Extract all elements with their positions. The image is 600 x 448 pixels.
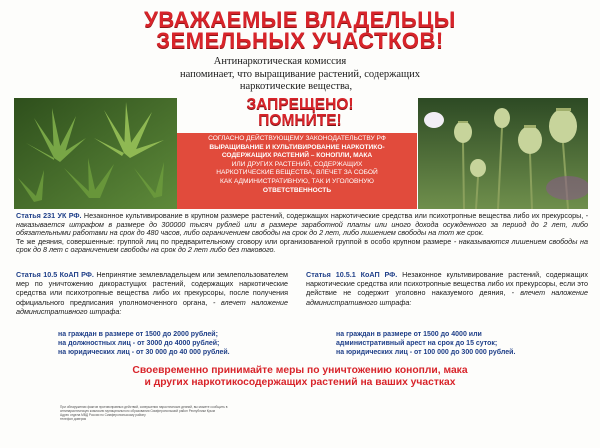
article-10-5-heading: Статья 10.5 КоАП РФ. bbox=[16, 270, 94, 279]
article-10-5-1 bbox=[306, 270, 588, 307]
footer-text bbox=[60, 405, 360, 421]
footer-line2: антинаркотическую комиссию муниципального образования Симферопольский район Республики Крым bbox=[60, 409, 215, 413]
remember-label: ПОМНИТЕ! bbox=[258, 112, 342, 129]
article-231 bbox=[16, 212, 588, 255]
page-title-line2: ЗЕМЕЛЬНЫХ УЧАСТКОВ! bbox=[156, 28, 444, 53]
article-10-5-text: Непринятие землевладельцем или землепользователем мер по уничтожению дикорастущих растений, содержащих наркотические средства или психотропные вещества либо их прекурсоры, после получения официального предписания уполномоченного органа, bbox=[16, 270, 288, 307]
article-10-5-fine3: на юридических лиц - от 30 000 до 40 000 рублей. bbox=[58, 348, 230, 356]
article-231-text: Незаконное культивирование в крупном размере растений, содержащих наркотические средства или психотропные вещества либо их прекурсоры, bbox=[81, 211, 586, 220]
footer-line4: телефон доверия bbox=[60, 417, 87, 421]
poppy-photo bbox=[418, 98, 588, 209]
notice-line4: ИЛИ ДРУГИХ РАСТЕНИЙ, СОДЕРЖАЩИХ bbox=[231, 160, 363, 168]
closing-line2: и других наркотикосодержащих растений на ваших участках bbox=[144, 377, 456, 388]
article-10-5-1-fine1: на граждан в размере от 1500 до 4000 или bbox=[336, 331, 482, 338]
article-10-5-fine1: на граждан в размере от 1500 до 2000 рублей; bbox=[58, 331, 218, 338]
article-231-penalty: - наказывается штрафом в размере до 300000 тысяч рублей или в размере заработной платы или иного дохода осужденного за период до 2 лет, либо обязательными работами на срок до 480 часов, либо ограничением свободы на срок до 2 лет, либо лишением свободы на тот же срок. bbox=[16, 211, 589, 238]
intro-line3: наркотические вещества, bbox=[239, 81, 353, 92]
notice-line7: ОТВЕТСТВЕННОСТЬ bbox=[262, 186, 332, 194]
notice-line5: НАРКОТИЧЕСКИЕ ВЕЩЕСТВА, ВЛЕЧЕТ ЗА СОБОЙ bbox=[216, 169, 378, 177]
legislation-notice bbox=[177, 133, 417, 209]
forbidden-label: ЗАПРЕЩЕНО! bbox=[246, 96, 354, 113]
closing-line1: Своевременно принимайте меры по уничтожению конопли, мака bbox=[132, 365, 468, 376]
article-10-5-fine-intro: - влечет наложение административного штрафа: bbox=[16, 297, 289, 316]
notice-line6: КАК АДМИНИСТРАТИВНУЮ, ТАК И УГОЛОВНУЮ bbox=[220, 177, 374, 185]
notice-line2: ВЫРАЩИВАНИЕ И КУЛЬТИВИРОВАНИЕ НАРКОТИКО- bbox=[209, 143, 385, 151]
footer-line3: Адрес отдела МВД России по Симферопольскому району bbox=[60, 413, 146, 417]
page-title-line1: УВАЖАЕМЫЕ ВЛАДЕЛЬЦЫ bbox=[144, 7, 456, 32]
article-231-text2: Те же деяния, совершенные: группой лиц по предварительному сговору или организованной группой в особо крупном размере bbox=[16, 236, 454, 246]
footer-line1: При обнаружении фактов противоправных действий, совершения наркотических деяний, вы можете сообщить в bbox=[60, 405, 228, 409]
article-10-5-fines bbox=[58, 331, 298, 357]
article-10-5-1-text: Незаконное культивирование растений, содержащих наркотические средства или психотропные вещества либо их прекурсоры, если это действие не содержит уголовно наказуемого деяния, bbox=[306, 270, 588, 298]
article-10-5-1-fine-intro: - влечет наложение административного штрафа: bbox=[306, 288, 588, 307]
article-231-penalty2: - наказываются лишением свободы на срок до 8 лет с ограничением свободы на срок до 2 лет либо без такового. bbox=[16, 236, 588, 255]
article-10-5-1-fines bbox=[336, 331, 588, 357]
notice-line1: СОГЛАСНО ДЕЙСТВУЮЩЕМУ ЗАКОНОДАТЕЛЬСТВУ РФ bbox=[208, 135, 386, 142]
cannabis-photo bbox=[14, 98, 177, 209]
article-231-heading: Статья 231 УК РФ. bbox=[16, 211, 82, 220]
intro-line1: Антинаркотическая комиссия bbox=[213, 56, 347, 67]
article-10-5-1-heading: Статья 10.5.1 КоАП РФ. bbox=[306, 270, 398, 279]
intro-line2: напоминает, что выращивание растений, содержащих bbox=[180, 69, 420, 80]
notice-line3: СОДЕРЖАЩИХ РАСТЕНИЙ – КОНОПЛИ, МАКА bbox=[221, 152, 373, 160]
article-10-5-1-fine3: на юридических лиц - от 100 000 до 300 000 рублей. bbox=[336, 348, 516, 356]
article-10-5-fine2: на должностных лиц - от 3000 до 4000 рублей; bbox=[58, 339, 220, 347]
article-10-5 bbox=[16, 270, 288, 316]
article-10-5-1-fine2: административный арест на срок до 15 суток; bbox=[336, 339, 498, 347]
